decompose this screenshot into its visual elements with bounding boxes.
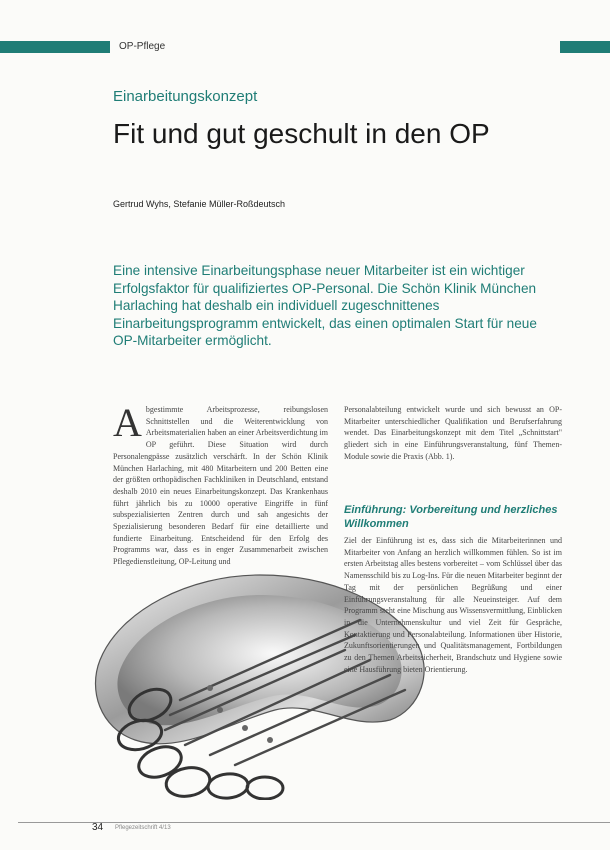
header-bar-left <box>0 41 110 53</box>
section-label: OP-Pflege <box>119 41 166 52</box>
article-kicker: Einarbeitungskonzept <box>113 88 258 105</box>
page-number: 34 <box>92 822 104 833</box>
body-column-2: Personalabteilung entwickelt wurde und sich bewusst an OP-Mitarbeiter unterschiedlicher Qualifikation und Berufserfahrung wendet. Das Einarbeitungskonzept mit dem Titel „Schnittstart" gliedert sich in eine Einführungsveranstaltung, fünf Themen-Module sowie die Praxis (Abb. 1). <box>344 405 562 461</box>
journal-name: Pflegezeitschrift 4/13 <box>115 825 171 831</box>
body-column-1-text: bgestimmte Arbeitsprozesse, reibungslosen Schnittstellen und die Weiterentwicklung von Arbeitsmaterialien haben an einer Arbeitsverdichtung im OP geführt. Diese Situation wird durch Personalengpässe zusätzlich verschärft. In der Schön Klinik München Harlaching, mit 480 Mitarbeitern und 200 Betten eine der größten orthopädischen Fachkliniken in Deutschland, entstand deshalb 2010 ein neues Einarbeitungskonzept. Das Krankenhaus führt jährlich bis zu 10000 operative Eingriffe in fünf subspezialisierten Zentren durch und sah angesichts der Spezialisierung besonderen Bedarf für eine detaillierte und fundierte Einarbeitung. Entscheidend für den Erfolg des Programms war, dass es in enger Zusammenarbeit zwischen Pflegedienstleitung, OP-Leitung und <box>113 405 328 567</box>
section-subheading: Einführung: Vorbereitung und herzliches Willkommen <box>344 504 558 530</box>
dropcap-letter: A <box>113 404 142 445</box>
body-column-3: Ziel der Einführung ist es, dass sich die Mitarbeiterinnen und Mitarbeiter von Anfang an herzlich willkommen fühlen. So ist im ersten Arbeitstag alles bestens vorbereitet – vom Schlüssel über das Namensschild bis zu Log-Ins. Für die neuen Mitarbeiter beginnt der Tag mit der persönlichen Begrüßung und einer Einführungsveranstaltung für alle Neueinsteiger. Auf dem Programm steht eine Mischung aus Wissensvermittlung, Einblicken in die Unternehmenskultur und viel Zeit für Gespräche, Kontaktierung und Personalabteilung. Informationen über Historie, Zukunftsorientierungen und Qualitätsmanagement, Fortbildungen zu den Themen Arbeitssicherheit, Brandschutz und Hygiene sowie eine Hausführung bieten Orientierung. <box>344 536 562 674</box>
header-bar-right <box>560 41 610 53</box>
article-title: Fit und gut geschult in den OP <box>113 118 490 149</box>
article-authors: Gertrud Wyhs, Stefanie Müller-Roßdeutsch <box>113 199 285 209</box>
article-lead: Eine intensive Einarbeitungsphase neuer Mitarbeiter ist ein wichtiger Erfolgsfaktor für qualifiziertes OP-Personal. Die Schön Klinik München Harlaching hat deshalb ein individuell zugeschnittenes Einarbeitungsprogramm entwickelt, das einen optimalen Start für neue OP-Mitarbeiter ermöglicht. <box>113 263 537 349</box>
footer-rule <box>18 822 610 823</box>
